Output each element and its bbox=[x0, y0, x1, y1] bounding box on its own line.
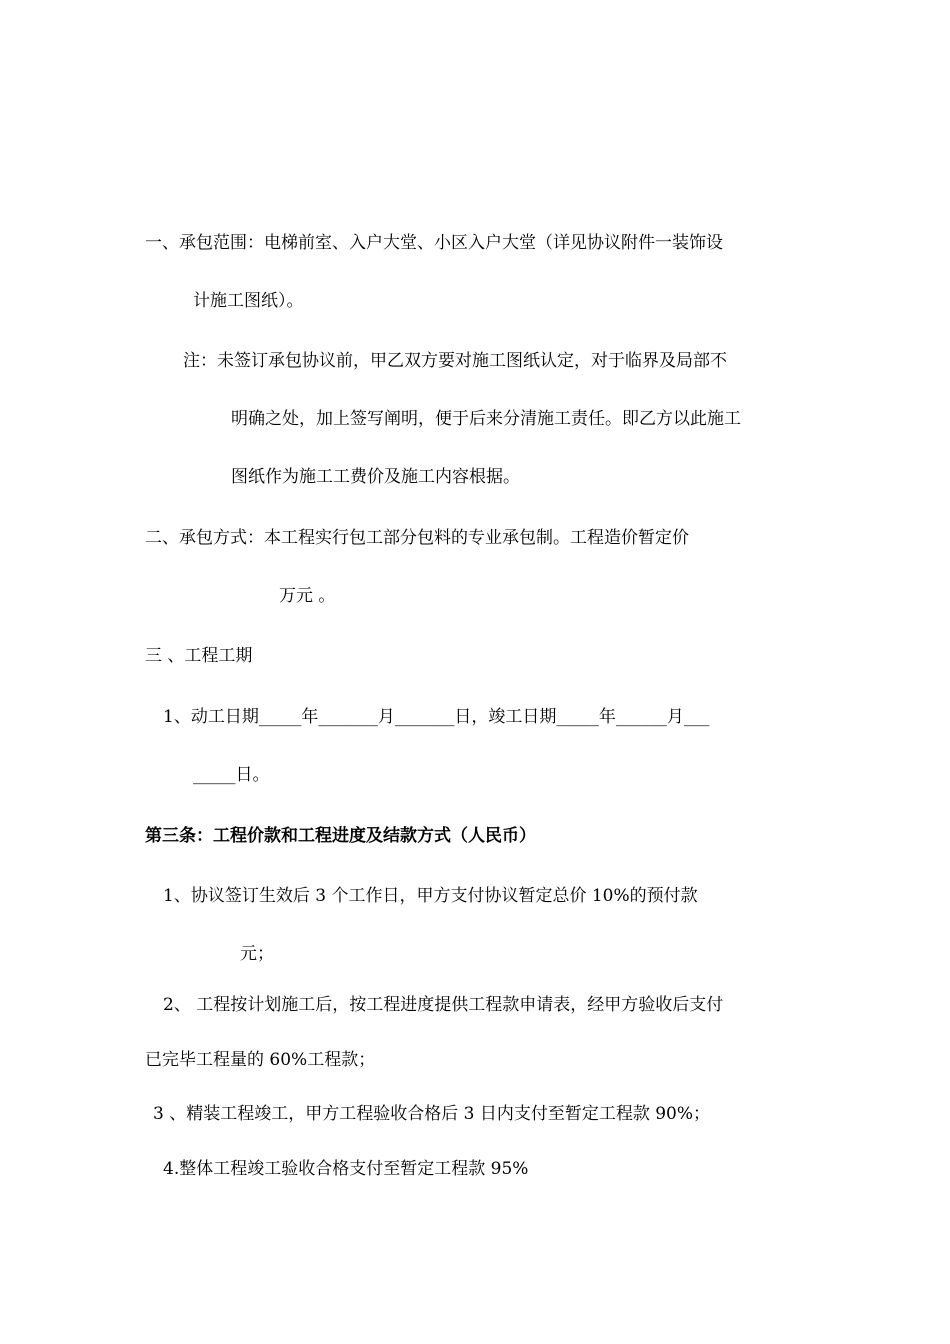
payment-item3: 3 、精装工程竣工，甲方工程验收合格后 3 日内支付至暂定工程款 90%； bbox=[153, 1104, 711, 1124]
section1-line2: 计施工图纸）。 bbox=[193, 291, 304, 311]
schedule-line1: 1、动工日期_____年_______月_______日，竣工日期_____年______月___ bbox=[163, 707, 710, 727]
section1-line1: 一、承包范围：电梯前室、入户大堂、小区入户大堂（详见协议附件一装饰设 bbox=[145, 233, 723, 253]
payment-item1-line2: 元； bbox=[240, 944, 274, 964]
section3-title: 三 、工程工期 bbox=[145, 646, 253, 666]
payment-item4: 4.整体工程竣工验收合格支付至暂定工程款 95% bbox=[163, 1159, 529, 1179]
payment-item1-line1: 1、协议签订生效后 3 个工作日，甲方支付协议暂定总价 10%的预付款 bbox=[163, 886, 698, 906]
payment-item2-line1: 2、 工程按计划施工后，按工程进度提供工程款申请表，经甲方验收后支付 bbox=[163, 995, 724, 1015]
note-line1: 注：未签订承包协议前，甲乙双方要对施工图纸认定，对于临界及局部不 bbox=[183, 351, 727, 371]
payment-item2-line2: 已完毕工程量的 60%工程款； bbox=[145, 1050, 376, 1070]
article3-heading: 第三条：工程价款和工程进度及结款方式（人民币） bbox=[145, 826, 536, 846]
note-line3: 图纸作为施工工费价及施工内容根据。 bbox=[231, 467, 520, 487]
section2-line2: 万元 。 bbox=[279, 586, 336, 606]
schedule-line2: _____日。 bbox=[193, 765, 270, 785]
section2-line1: 二、承包方式：本工程实行包工部分包料的专业承包制。工程造价暂定价 bbox=[145, 528, 689, 548]
note-line2: 明确之处，加上签写阐明，便于后来分清施工责任。即乙方以此施工 bbox=[231, 409, 741, 429]
